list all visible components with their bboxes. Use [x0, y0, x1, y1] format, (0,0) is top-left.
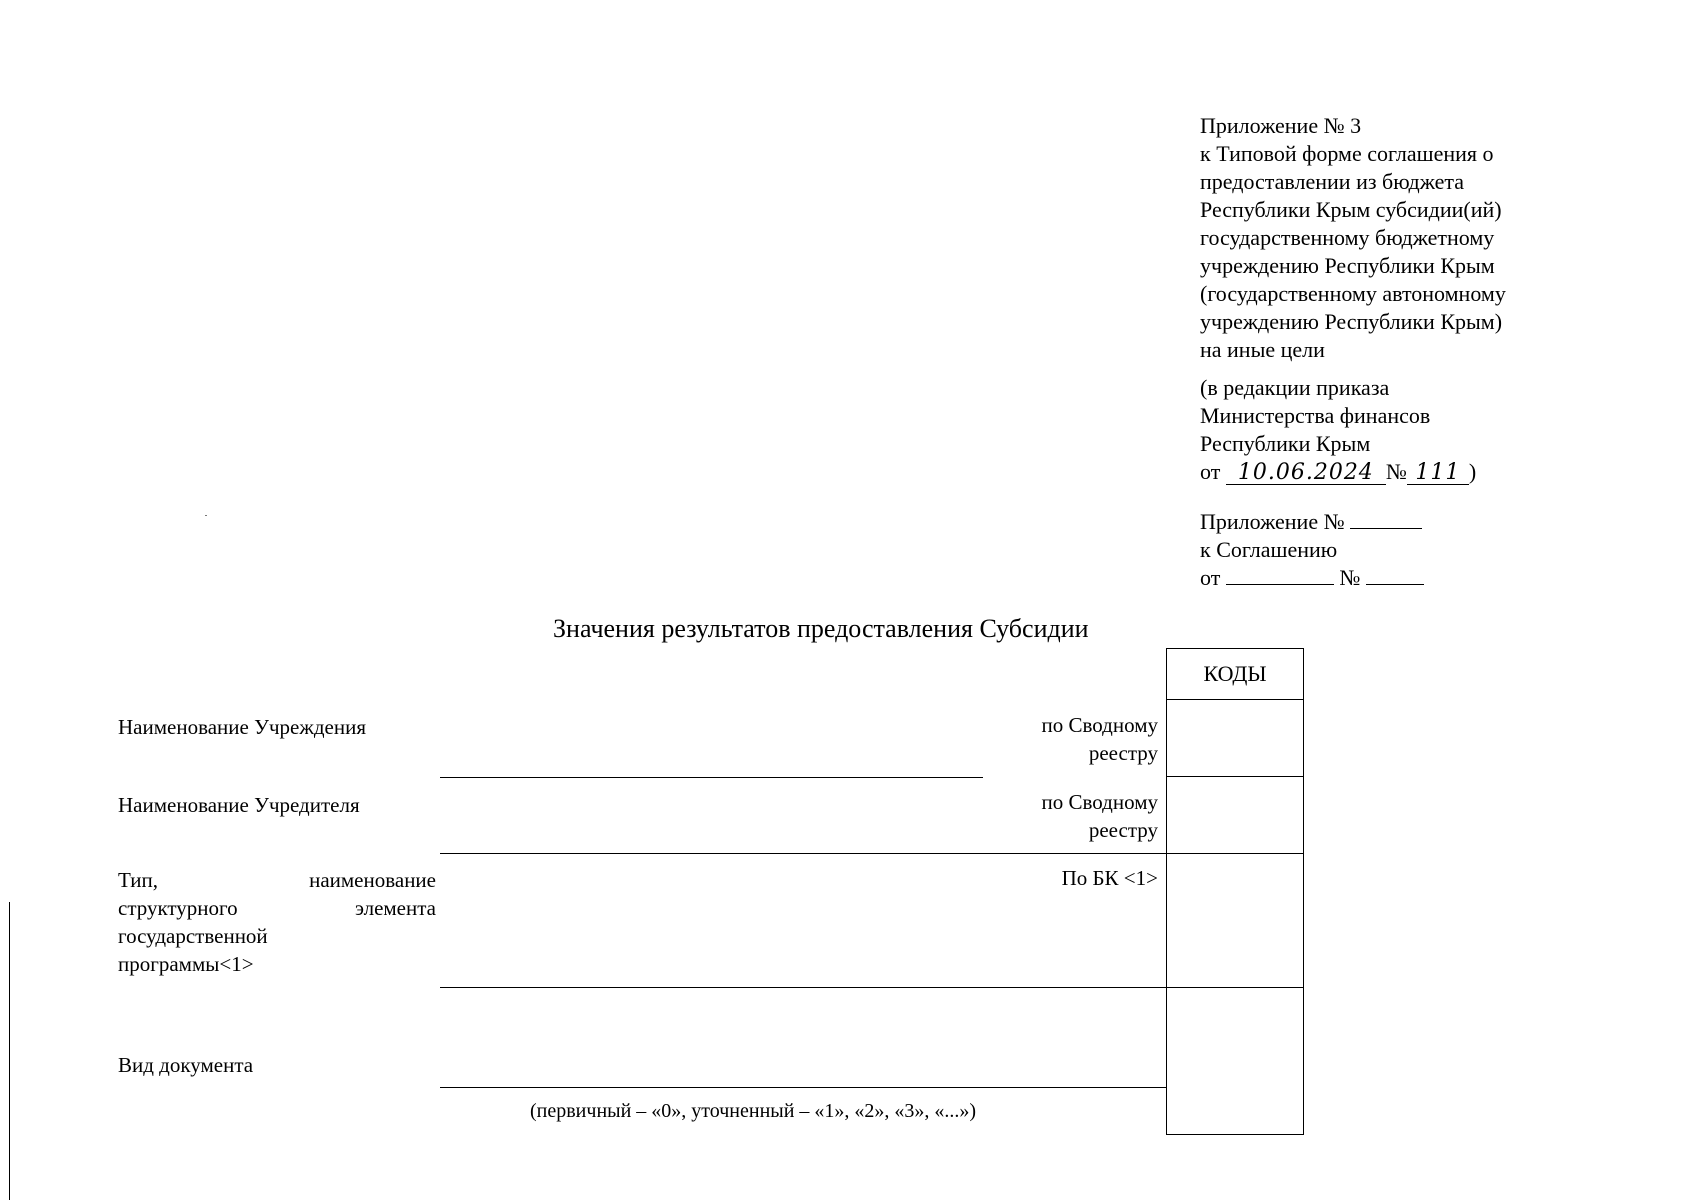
- appendix-line: к Типовой форме соглашения о: [1200, 141, 1494, 166]
- budget-classification-label: По БК <1>: [1061, 866, 1158, 890]
- agreement-appendix-label: Приложение №: [1200, 509, 1345, 534]
- document-type-note: (первичный – «0», уточненный – «1», «2», «3», «...»): [530, 1100, 977, 1122]
- scan-edge-line: [9, 902, 10, 1200]
- appendix-line: Республики Крым субсидии(ий): [1200, 197, 1502, 222]
- appendix-line: на иные цели: [1200, 337, 1325, 362]
- appendix-line: учреждению Республики Крым: [1200, 253, 1495, 278]
- founder-name-field[interactable]: [440, 853, 1166, 854]
- appendix-line: Приложение № 3: [1200, 113, 1362, 138]
- institution-name-field[interactable]: [440, 777, 983, 778]
- code-cell-founder[interactable]: [1167, 776, 1303, 853]
- edition-close-paren: ): [1468, 459, 1477, 484]
- code-cell-document-type[interactable]: [1167, 987, 1303, 1134]
- agreement-date-blank[interactable]: [1226, 564, 1334, 585]
- code-cell-budget-classification[interactable]: [1167, 853, 1303, 987]
- appendix-header: [1200, 112, 1600, 592]
- registry-label-line: по Сводному: [1041, 790, 1158, 814]
- document-type-field[interactable]: [440, 1087, 1166, 1088]
- agreement-number-blank[interactable]: [1366, 564, 1424, 585]
- edition-from-label: от: [1200, 459, 1221, 484]
- agreement-from-label: от: [1200, 565, 1221, 590]
- founder-label: Наименование Учредителя: [118, 793, 360, 817]
- program-label-row: [118, 866, 436, 894]
- program-label-word: наименование: [309, 868, 436, 892]
- agreement-date-line: [1200, 564, 1600, 592]
- program-label-word: Тип,: [118, 868, 159, 892]
- agreement-appendix-number-blank[interactable]: [1350, 508, 1422, 529]
- appendix-line: государственному бюджетному: [1200, 225, 1495, 250]
- document-type-label: Вид документа: [118, 1053, 254, 1077]
- appendix-line: (государственному автономному: [1200, 281, 1506, 306]
- codes-header: КОДЫ: [1203, 661, 1267, 686]
- institution-label: Наименование Учреждения: [118, 715, 366, 739]
- scan-speck: [205, 515, 207, 516]
- page-title: Значения результатов предоставления Субсидии: [553, 614, 1089, 643]
- registry-label-line: по Сводному: [1041, 713, 1158, 737]
- program-label-word: программы<1>: [118, 952, 254, 976]
- appendix-line: предоставлении из бюджета: [1200, 169, 1465, 194]
- program-label-word: элемента: [354, 896, 436, 920]
- agreement-to-label: к Соглашению: [1200, 537, 1338, 562]
- program-label-word: структурного: [118, 896, 238, 920]
- program-label-word: государственной: [118, 924, 268, 948]
- edition-line: Республики Крым: [1200, 431, 1371, 456]
- edition-date-handwritten: 10.06.2024: [1226, 462, 1386, 485]
- edition-number-handwritten: 111: [1407, 462, 1469, 485]
- edition-line: Министерства финансов: [1200, 403, 1431, 428]
- founder-registry-label: [958, 788, 1158, 844]
- agreement-appendix-line: [1200, 508, 1600, 536]
- agreement-number-label: №: [1339, 565, 1361, 590]
- codes-table: [1166, 648, 1304, 1135]
- program-label-row: [118, 894, 436, 922]
- institution-registry-label: [958, 711, 1158, 767]
- registry-label-line: реестру: [1088, 818, 1158, 842]
- edition-date-line: [1200, 458, 1600, 486]
- code-cell-institution[interactable]: [1167, 699, 1303, 776]
- registry-label-line: реестру: [1088, 741, 1158, 765]
- program-label: [118, 866, 436, 978]
- edition-line: (в редакции приказа: [1200, 375, 1390, 400]
- program-name-field[interactable]: [440, 987, 1166, 988]
- edition-number-label: №: [1385, 459, 1407, 484]
- appendix-line: учреждению Республики Крым): [1200, 309, 1503, 334]
